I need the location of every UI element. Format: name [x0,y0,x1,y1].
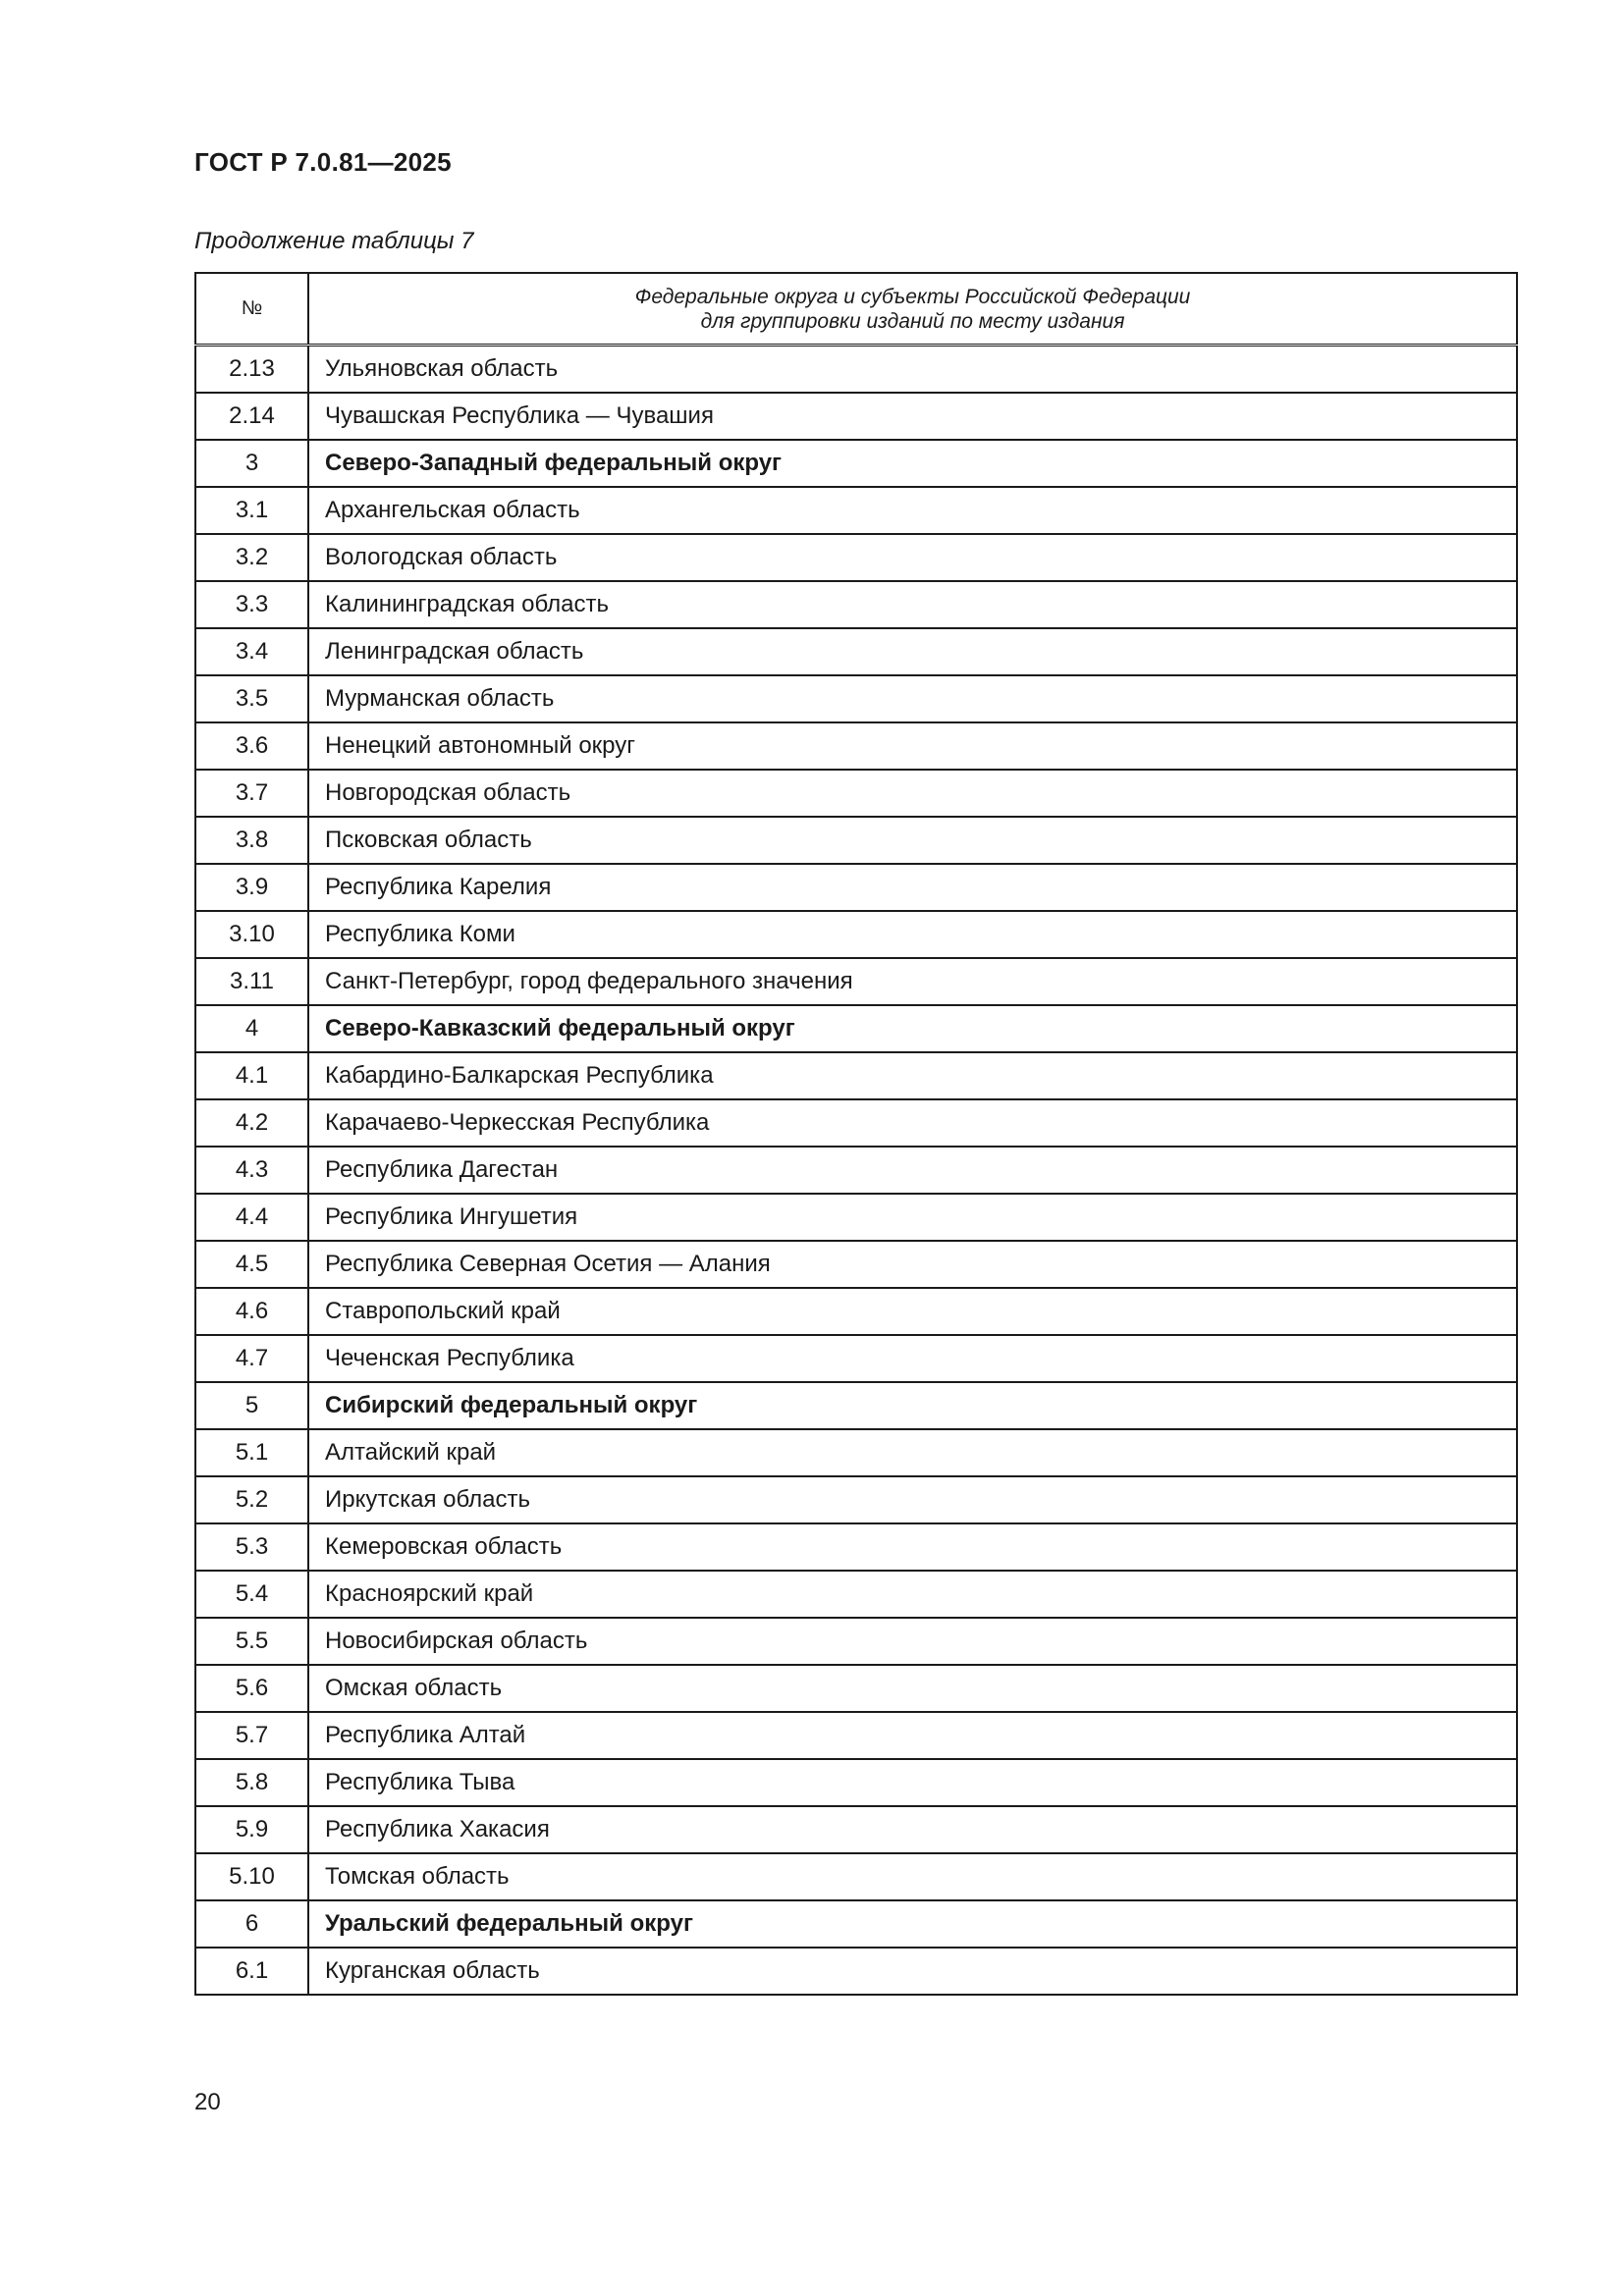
subject-name: Республика Дагестан [308,1147,1517,1194]
subject-name: Калининградская область [308,581,1517,628]
row-number: 3.4 [195,628,308,675]
table-row [195,1335,1517,1382]
row-number: 3.9 [195,864,308,911]
table-row [195,1241,1517,1288]
district-name: Северо-Кавказский федеральный округ [308,1005,1517,1052]
row-number: 4 [195,1005,308,1052]
table-row [195,487,1517,534]
row-number: 6.1 [195,1948,308,1995]
row-number: 3.6 [195,722,308,770]
district-row [195,1900,1517,1948]
subject-name: Республика Коми [308,911,1517,958]
row-number: 4.7 [195,1335,308,1382]
subject-name: Ульяновская область [308,346,1517,394]
regions-table [194,272,1518,1996]
row-number: 3.11 [195,958,308,1005]
table-row [195,1099,1517,1147]
subject-name: Республика Тыва [308,1759,1517,1806]
district-row [195,440,1517,487]
table-row [195,675,1517,722]
subject-name: Чеченская Республика [308,1335,1517,1382]
table-row [195,1194,1517,1241]
subject-name: Республика Карелия [308,864,1517,911]
table-row [195,1806,1517,1853]
subject-name: Алтайский край [308,1429,1517,1476]
row-number: 5.4 [195,1571,308,1618]
row-number: 3.8 [195,817,308,864]
page-number: 20 [194,2089,221,2115]
row-number: 4.3 [195,1147,308,1194]
table-row [195,1476,1517,1523]
row-number: 5.1 [195,1429,308,1476]
row-number: 3.3 [195,581,308,628]
subject-name: Кабардино-Балкарская Республика [308,1052,1517,1099]
subject-name: Архангельская область [308,487,1517,534]
subject-name: Вологодская область [308,534,1517,581]
table-row [195,1618,1517,1665]
subject-name: Республика Алтай [308,1712,1517,1759]
subject-name: Республика Ингушетия [308,1194,1517,1241]
subject-name: Ненецкий автономный округ [308,722,1517,770]
table-row [195,534,1517,581]
subject-name: Иркутская область [308,1476,1517,1523]
table-header-row [195,273,1517,346]
table-row [195,911,1517,958]
table-row [195,1147,1517,1194]
table-row [195,958,1517,1005]
row-number: 5 [195,1382,308,1429]
table-row [195,817,1517,864]
row-number: 3.7 [195,770,308,817]
district-row [195,1005,1517,1052]
table-row [195,864,1517,911]
subject-name: Карачаево-Черкесская Республика [308,1099,1517,1147]
table-row [195,628,1517,675]
row-number: 4.1 [195,1052,308,1099]
table-row [195,1429,1517,1476]
row-number: 2.13 [195,346,308,394]
row-number: 5.9 [195,1806,308,1853]
row-number: 3.10 [195,911,308,958]
subject-name: Кемеровская область [308,1523,1517,1571]
table-row [195,1571,1517,1618]
row-number: 4.5 [195,1241,308,1288]
table-row [195,346,1517,394]
table-row [195,581,1517,628]
row-number: 4.4 [195,1194,308,1241]
row-number: 5.2 [195,1476,308,1523]
row-number: 3.5 [195,675,308,722]
subject-name: Республика Северная Осетия — Алания [308,1241,1517,1288]
subject-name: Псковская область [308,817,1517,864]
subject-name: Омская область [308,1665,1517,1712]
row-number: 3.2 [195,534,308,581]
subject-name: Новосибирская область [308,1618,1517,1665]
regions-table-container [194,272,1516,1996]
subject-name: Курганская область [308,1948,1517,1995]
row-number: 5.7 [195,1712,308,1759]
subject-name: Республика Хакасия [308,1806,1517,1853]
table-row [195,1052,1517,1099]
table-row [195,770,1517,817]
column-header-name [308,273,1517,346]
district-name: Северо-Западный федеральный округ [308,440,1517,487]
subject-name: Новгородская область [308,770,1517,817]
row-number: 2.14 [195,393,308,440]
subject-name: Санкт-Петербург, город федерального значения [308,958,1517,1005]
column-header-name-line2: для группировки изданий по месту издания [700,309,1125,333]
table-row [195,1523,1517,1571]
table-row [195,1288,1517,1335]
district-name: Сибирский федеральный округ [308,1382,1517,1429]
row-number: 3 [195,440,308,487]
table-row [195,1853,1517,1900]
column-header-num: № [195,273,308,346]
row-number: 5.10 [195,1853,308,1900]
row-number: 5.3 [195,1523,308,1571]
subject-name: Томская область [308,1853,1517,1900]
subject-name: Мурманская область [308,675,1517,722]
table-row [195,1759,1517,1806]
row-number: 3.1 [195,487,308,534]
table-row [195,1948,1517,1995]
table-row [195,393,1517,440]
table-caption: Продолжение таблицы 7 [194,228,474,254]
table-body [195,346,1517,1996]
subject-name: Красноярский край [308,1571,1517,1618]
document-header: ГОСТ Р 7.0.81—2025 [194,147,452,177]
district-row [195,1382,1517,1429]
row-number: 5.8 [195,1759,308,1806]
column-header-name-line1: Федеральные округа и субъекты Российской Федерации [634,285,1191,308]
row-number: 5.6 [195,1665,308,1712]
row-number: 5.5 [195,1618,308,1665]
table-row [195,722,1517,770]
subject-name: Чувашская Республика — Чувашия [308,393,1517,440]
table-row [195,1712,1517,1759]
row-number: 6 [195,1900,308,1948]
subject-name: Ленинградская область [308,628,1517,675]
subject-name: Ставропольский край [308,1288,1517,1335]
row-number: 4.2 [195,1099,308,1147]
table-row [195,1665,1517,1712]
row-number: 4.6 [195,1288,308,1335]
district-name: Уральский федеральный округ [308,1900,1517,1948]
